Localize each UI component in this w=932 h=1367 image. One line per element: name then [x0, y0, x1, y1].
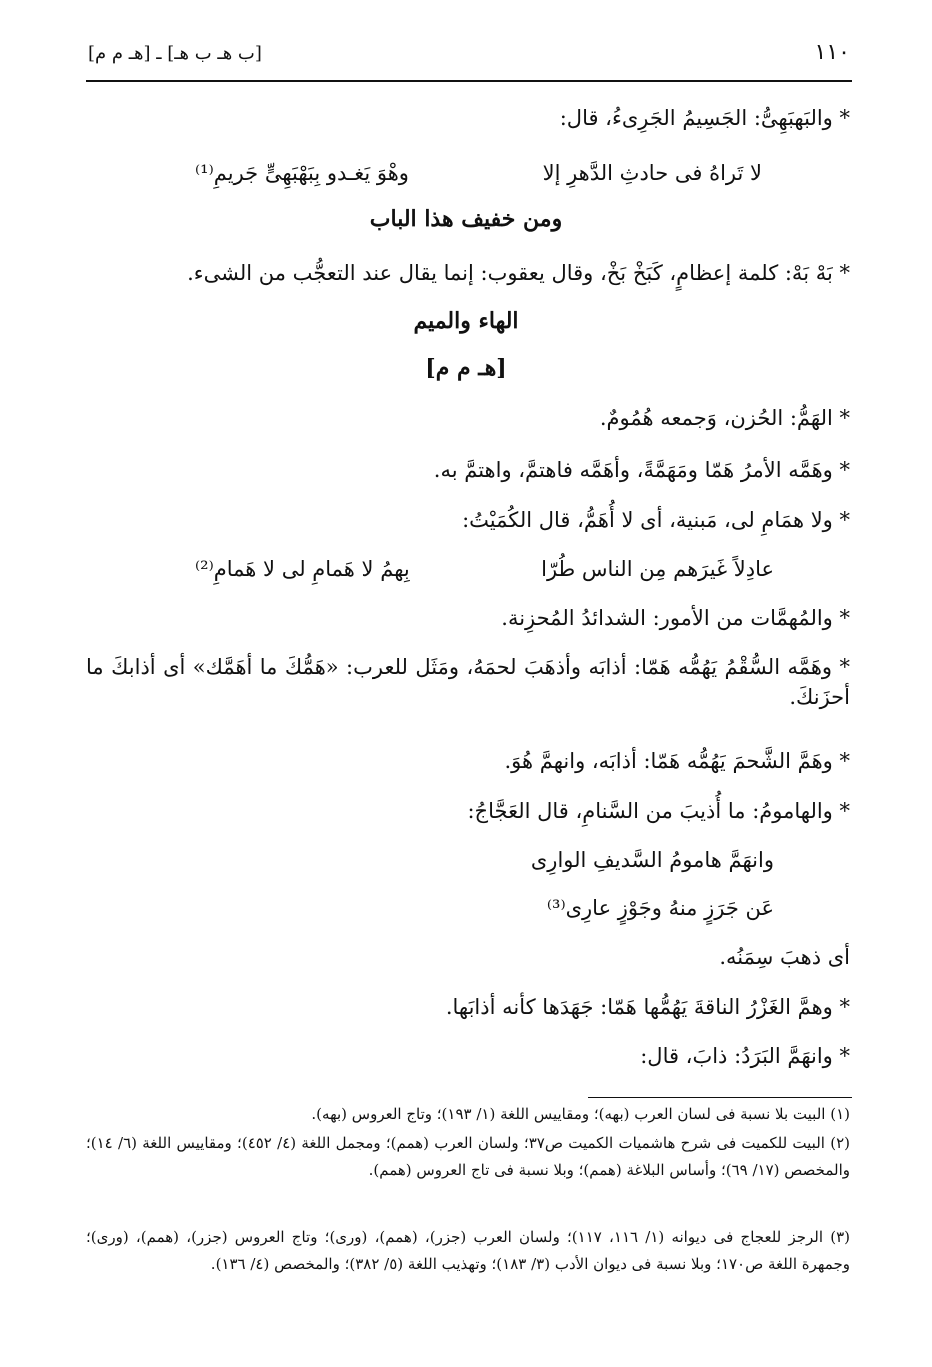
- entry-muhimmat: * والمُهمَّات من الأمور: الشدائدُ المُحزِنة.: [501, 606, 850, 630]
- entry-hamma-ash-shahm: * وهَمَّ الشَّحمَ يَهُمُّه هَمّا: أذابَه، وانهمَّ هُوَ.: [504, 749, 850, 773]
- entry-hamma-al-ghazr: * وهمَّ الغَزْرُ الناقةَ يَهُمُّها هَمّا: جَهَدَها كأنه أذابَها.: [445, 995, 850, 1019]
- footnote-2: (٢) البيت للكميت فى شرح هاشميات الكميت ص٣٧؛ ولسان العرب (همم)؛ ومجمل اللغة (٤/ ٤٥٢)؛ ومقاييس اللغة (٦/ ١٤)؛ والمخصص (١٧/ ٦٩)؛ وأساس البلاغة (همم)؛ وبلا نسبة فى تاج العروس (همم).: [86, 1134, 850, 1179]
- rajaz-line-1: وانهَمَّ هامومُ السَّديفِ الوارِى: [530, 848, 774, 872]
- entry-hamum: * والهامومُ: ما أُذيبَ من السَّنامِ، قال العَجَّاجُ:: [467, 799, 850, 823]
- verse-1-second-hemistich: وهْوَ يَغـدو بِبَهْبَهِىٍّ جَريمِ⁽¹⁾: [195, 161, 409, 185]
- verse-2-first-hemistich: عادِلاً غَيرَهم مِن الناس طُرّا: [541, 557, 774, 581]
- footnote-1: (١) البيت بلا نسبة فى لسان العرب (بهه)؛ ومقاييس اللغة (١/ ١٩٣)؛ وتاج العروس (بهه).: [311, 1105, 850, 1123]
- entry-bahbahi: * والبَهبَهِىُّ: الجَسِيمُ الجَرِىءُ، قال:: [559, 106, 850, 130]
- gloss-dhahaba-simanuhu: أى ذهبَ سِمَنُه.: [719, 945, 850, 969]
- entry-hamm: * الهَمُّ: الحُزن، وَجمعه هُمُومٌ.: [599, 406, 850, 430]
- entry-inhamma-al-barad: * وانهَمَّ البَرَدُ: ذابَ، قال:: [640, 1044, 850, 1068]
- entry-hammahu-as-suqm: * وهَمَّه السُّقْمُ يَهُمُّه هَمّا: أذابَه وأذهَبَ لحمَهُ، ومَثَل للعرب: «هَمُّكَ ما أهَمَّك» أى أذابكَ ما أحزَنكَ.: [86, 655, 850, 709]
- entry-hammahu-al-amr: * وهَمَّه الأمرُ هَمّا ومَهَمَّةً، وأهَمَّه فاهتمَّ، واهتمَّ به.: [433, 458, 850, 482]
- footnote-rule: [588, 1097, 852, 1098]
- entry-la-hamami: * ولا همَامِ لى، مَبنية، أى لا أُهَمُّ، قال الكُمَيْتُ:: [462, 508, 850, 532]
- running-header-roots: [ب هـ ب هـ] ـ [هـ م م]: [88, 43, 262, 64]
- root-heading-hmm: [هـ م م]: [425, 355, 507, 381]
- entry-bah-bah: * بَهْ بَهْ: كلمة إعظامٍ، كَبَخْ بَخْ، وقال يعقوب: إنما يقال عند التعجُّب من الشىء.: [187, 261, 850, 285]
- verse-1-first-hemistich: لا تَراهُ فى حادثِ الدَّهرِ إلا: [542, 161, 762, 185]
- rajaz-line-2: عَن جَرَزٍ منهُ وجَوْزٍ عارِى⁽³⁾: [546, 896, 774, 920]
- page-number: ١١٠: [814, 40, 850, 65]
- verse-2-second-hemistich: بِهمُ لا هَمامِ لى لا هَمامِ⁽²⁾: [195, 557, 410, 581]
- header-rule: [86, 80, 852, 82]
- section-heading-light-forms: ومن خفيف هذا الباب: [369, 206, 563, 232]
- chapter-heading-ha-mim: الهاء والميم: [413, 308, 519, 334]
- footnote-3: (٣) الرجز للعجاج فى ديوانه (١/ ١١٦، ١١٧)؛ ولسان العرب (جزر)، (همم)، (ورى)؛ وتاج العروس (جزر)، (همم)، (ورى)؛ وجمهرة اللغة ص١٧٠؛ وبلا نسبة فى ديوان الأدب (٣/ ١٨٣)؛ وتهذيب اللغة (٥/ ٣٨٢)؛ والمخصص (٤/ ١٣٦).: [86, 1228, 850, 1273]
